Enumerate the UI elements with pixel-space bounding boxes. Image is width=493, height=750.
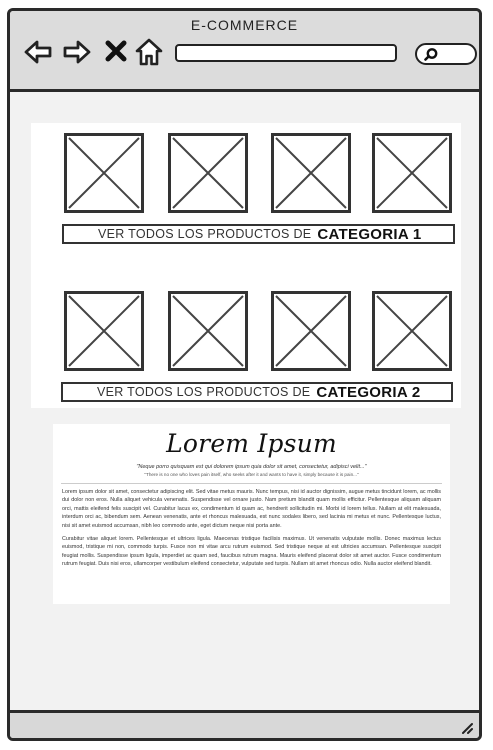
view-all-category-link[interactable] bbox=[62, 224, 455, 244]
search-box[interactable] bbox=[415, 43, 477, 65]
image-placeholder-icon bbox=[274, 294, 348, 368]
close-x-icon[interactable] bbox=[104, 39, 128, 63]
image-placeholder-icon bbox=[274, 136, 348, 210]
image-placeholder-icon bbox=[171, 136, 245, 210]
image-placeholder-icon bbox=[67, 136, 141, 210]
product-thumbnail[interactable] bbox=[372, 291, 452, 371]
image-placeholder-icon bbox=[171, 294, 245, 368]
article-paragraph: Lorem ipsum dolor sit amet, consectetur adipiscing elit. Sed vitae metus mauris. Nunc tempus, nisi id auctor dignissim, augue metus tincidunt lorem, ac mollis dui dolor non eros. Nulla aliquet vehicula venenatis. Suspendisse vel ornare justo. Nam pretium blandit quam mollis efficitur. Pellentesque aliquam aliquam orci, mattis eleifend felis suscipit vel. Curabitur lacus ex, condimentum id quam ac, hendrerit sollicitudin mi. Morbi id lorem tellus. Nullam at elit malesuada, interdum orci ac, bibendum sem. Aenean venenatis, ante et rhoncus malesuada, est nunc sodales libero, sed lacinia mi metus et nunc. Pellentesque luctus, nisi sit amet euismod accumsan, nibh leo commodo ante, eget dictum neque nisi porta ante. bbox=[62, 489, 441, 529]
home-icon[interactable] bbox=[134, 37, 164, 67]
forward-arrow-icon[interactable] bbox=[62, 37, 92, 67]
product-thumbnail[interactable] bbox=[64, 291, 144, 371]
product-thumbnail[interactable] bbox=[271, 291, 351, 371]
image-placeholder-icon bbox=[375, 294, 449, 368]
article-quote: "Neque porro quisquam est qui dolorem ipsum quia dolor sit amet, consectetur, adipisci velit..." bbox=[136, 464, 367, 470]
divider bbox=[61, 483, 442, 484]
product-catalog bbox=[31, 123, 461, 408]
title-bar bbox=[10, 11, 479, 92]
page-content bbox=[10, 92, 479, 712]
product-thumbnail[interactable] bbox=[168, 133, 248, 213]
window-title: E-COMMERCE bbox=[190, 17, 299, 33]
address-bar[interactable] bbox=[175, 44, 397, 62]
image-placeholder-icon bbox=[375, 136, 449, 210]
product-thumbnail[interactable] bbox=[64, 133, 144, 213]
status-bar bbox=[10, 710, 479, 738]
resize-grip-icon[interactable] bbox=[457, 718, 473, 734]
category-name: CATEGORIA 2 bbox=[316, 383, 421, 401]
search-icon bbox=[424, 47, 440, 61]
view-all-label: VER TODOS LOS PRODUCTOS DE bbox=[97, 385, 311, 399]
article-panel bbox=[53, 424, 450, 604]
browser-window bbox=[7, 8, 482, 741]
view-all-category-link[interactable] bbox=[61, 382, 453, 402]
category-name: CATEGORIA 1 bbox=[317, 225, 422, 243]
product-thumbnail[interactable] bbox=[372, 133, 452, 213]
article-title: Lorem Ipsum bbox=[166, 429, 337, 458]
view-all-label: VER TODOS LOS PRODUCTOS DE bbox=[98, 227, 312, 241]
product-thumbnail[interactable] bbox=[168, 291, 248, 371]
product-thumbnail[interactable] bbox=[271, 133, 351, 213]
article-subquote: "There is no one who loves pain itself, who seeks after it and wants to have it, simply because it is pain..." bbox=[144, 472, 359, 477]
image-placeholder-icon bbox=[67, 294, 141, 368]
article-paragraph: Curabitur vitae aliquet lorem. Pellentesque et ultrices ligula. Maecenas tristique facilisis maximus. Ut venenatis vulputate mollis. Donec maximus lectus euismod, tristique mi non, commodo turpis. Fusce non mi vitae arcu rutrum euismod. Sed tristique neque at est ultricies accumsan. Pellentesque suscipit feugiat mollis. Suspendisse ipsum ligula, imperdiet ac quam sed, faucibus rutrum magna. Mauris eleifend placerat dolor sit amet auctor. Fusce condimentum rutrum feugiat. Duis nisi eros, ullamcorper vestibulum eleifend consectetur, vulputate sed turpis. Nullam sit amet rhoncus odio. Nulla auctor eleifend blandit. bbox=[62, 535, 441, 567]
back-arrow-icon[interactable] bbox=[23, 37, 53, 67]
